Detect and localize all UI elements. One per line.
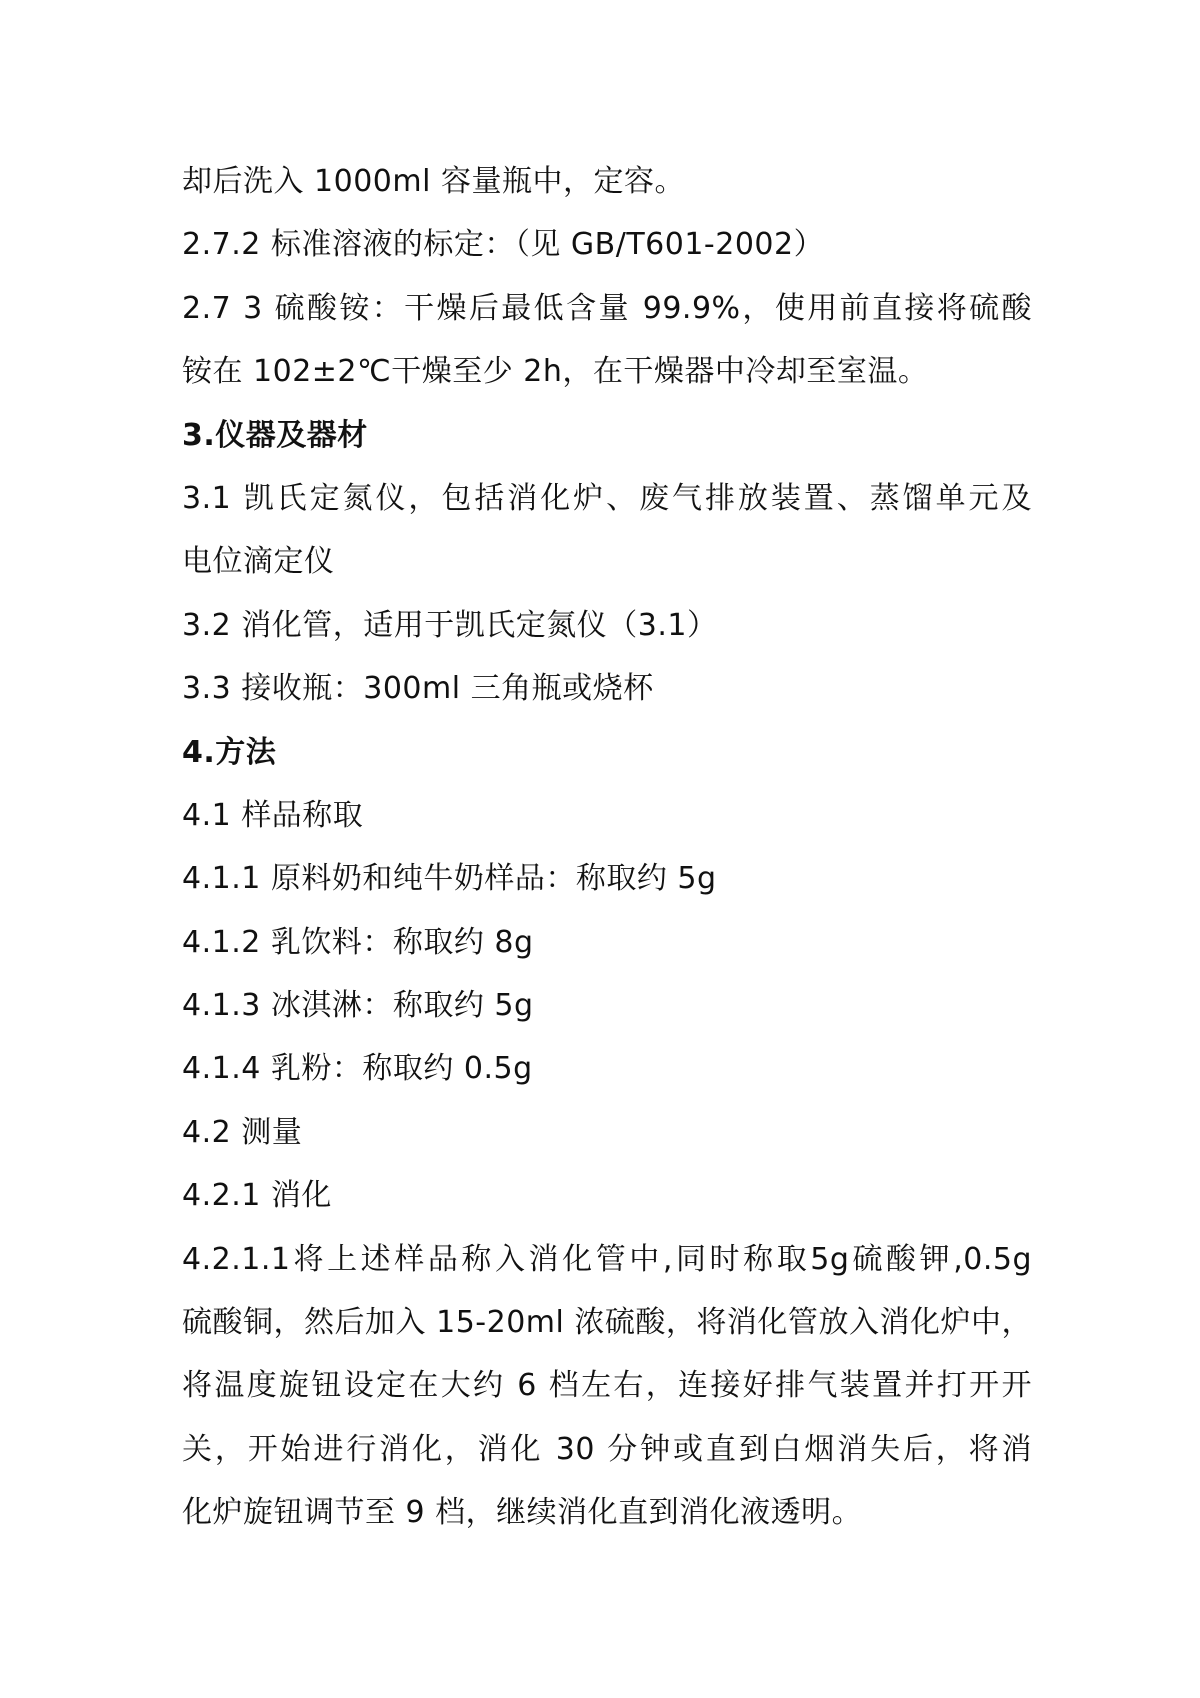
text-line: 2.7.2 标准溶液的标定：（见 GB/T601-2002）: [182, 227, 825, 263]
text-line: 2.7 3 硫酸铵：干燥后最低含量 99.9%，使用前直接将硫酸: [182, 290, 1032, 326]
text-line: 却后洗入 1000ml 容量瓶中，定容。: [182, 164, 685, 199]
text-line: 电位滴定仪: [182, 544, 335, 580]
text-line: 4.1.2 乳饮料：称取约 8g: [182, 924, 534, 960]
text-line: 3.2 消化管，适用于凯氏定氮仪（3.1）: [182, 607, 718, 643]
text-line: 硫酸铜，然后加入 15-20ml 浓硫酸，将消化管放入消化炉中，: [182, 1305, 1032, 1341]
text-line: 将温度旋钮设定在大约 6 档左右，连接好排气装置并打开开: [182, 1368, 1032, 1404]
section-heading: 3.仪器及器材: [182, 417, 368, 453]
text-line: 铵在 102±2℃干燥至少 2h，在干燥器中冷却至室温。: [182, 354, 929, 390]
text-line: 4.1.3 冰淇淋：称取约 5g: [182, 988, 534, 1024]
document-body: [182, 150, 1032, 1545]
text-line: 4.2 测量: [182, 1114, 303, 1150]
text-line: 化炉旋钮调节至 9 档，继续消化直到消化液透明。: [182, 1495, 863, 1531]
text-line: 4.2.1 消化: [182, 1178, 332, 1214]
text-line: 4.2.1.1将上述样品称入消化管中,同时称取5g硫酸钾,0.5g: [182, 1241, 1032, 1277]
section-heading: 4.方法: [182, 734, 277, 770]
text-line: 4.1.4 乳粉：称取约 0.5g: [182, 1051, 533, 1087]
text-line: 3.1 凯氏定氮仪，包括消化炉、废气排放装置、蒸馏单元及: [182, 480, 1032, 516]
text-line: 4.1.1 原料奶和纯牛奶样品：称取约 5g: [182, 861, 717, 897]
text-line: 4.1 样品称取: [182, 797, 364, 833]
text-line: 3.3 接收瓶：300ml 三角瓶或烧杯: [182, 671, 654, 707]
text-line: 关，开始进行消化，消化 30 分钟或直到白烟消失后，将消: [182, 1431, 1032, 1467]
